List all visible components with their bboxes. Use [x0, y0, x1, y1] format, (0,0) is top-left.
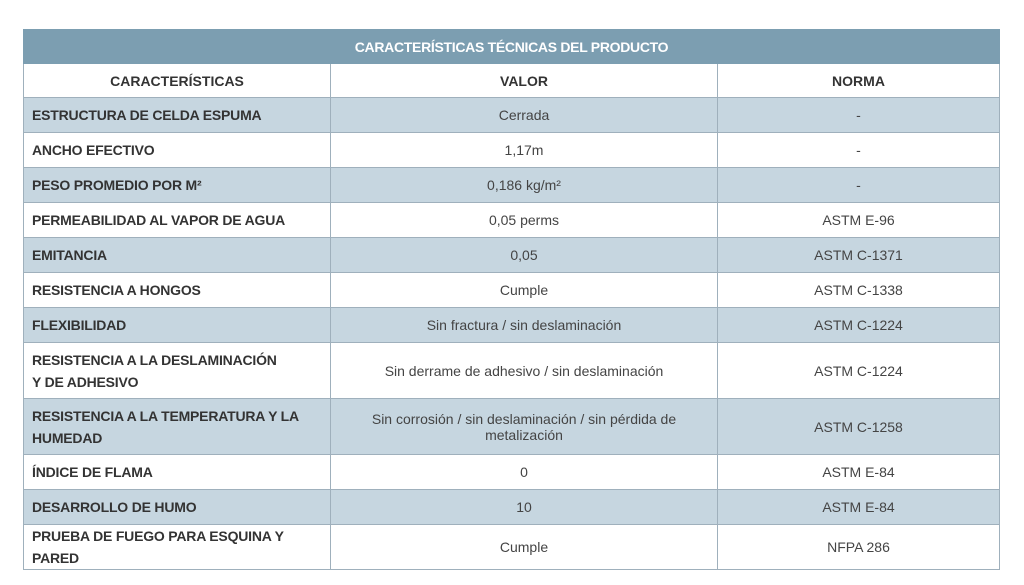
- row-value: 0,186 kg/m²: [331, 168, 718, 203]
- row-norm: -: [718, 133, 1000, 168]
- table-row: [24, 273, 1000, 308]
- row-label: PERMEABILIDAD AL VAPOR DE AGUA: [24, 203, 331, 238]
- row-value: 0: [331, 455, 718, 490]
- row-label: EMITANCIA: [24, 238, 331, 273]
- row-label: PESO PROMEDIO POR M²: [24, 168, 331, 203]
- table-row: [24, 133, 1000, 168]
- table-row: [24, 343, 1000, 399]
- row-label: [24, 343, 331, 399]
- row-value: Sin derrame de adhesivo / sin deslaminación: [331, 343, 718, 399]
- table-row: [24, 308, 1000, 343]
- row-label-line-1: RESISTENCIA A LA DESLAMINACIÓN: [32, 351, 277, 368]
- row-label-line-2: Y DE ADHESIVO: [32, 373, 139, 390]
- row-norm: -: [718, 98, 1000, 133]
- row-norm: ASTM C-1224: [718, 308, 1000, 343]
- row-value: Cerrada: [331, 98, 718, 133]
- table-row: [24, 525, 1000, 570]
- table-title-row: [24, 30, 1000, 64]
- column-header-characteristic: CARACTERÍSTICAS: [24, 64, 331, 98]
- table-header-row: [24, 64, 1000, 98]
- row-norm: ASTM E-84: [718, 455, 1000, 490]
- row-norm: -: [718, 168, 1000, 203]
- row-value: Sin fractura / sin deslaminación: [331, 308, 718, 343]
- row-norm: NFPA 286: [718, 525, 1000, 570]
- row-value: 0,05: [331, 238, 718, 273]
- row-norm: ASTM C-1338: [718, 273, 1000, 308]
- row-label: PRUEBA DE FUEGO PARA ESQUINA Y PARED: [24, 525, 331, 570]
- row-norm: ASTM C-1371: [718, 238, 1000, 273]
- row-value: Cumple: [331, 525, 718, 570]
- row-label: FLEXIBILIDAD: [24, 308, 331, 343]
- row-label: RESISTENCIA A HONGOS: [24, 273, 331, 308]
- row-label: ESTRUCTURA DE CELDA ESPUMA: [24, 98, 331, 133]
- row-value: 0,05 perms: [331, 203, 718, 238]
- row-value: 10: [331, 490, 718, 525]
- row-value: Cumple: [331, 273, 718, 308]
- table-row: [24, 455, 1000, 490]
- row-label: [24, 399, 331, 455]
- row-norm: ASTM C-1224: [718, 343, 1000, 399]
- table-row: [24, 490, 1000, 525]
- row-norm: ASTM C-1258: [718, 399, 1000, 455]
- row-norm: ASTM E-84: [718, 490, 1000, 525]
- row-label: ANCHO EFECTIVO: [24, 133, 331, 168]
- row-label-line-2: HUMEDAD: [32, 429, 103, 446]
- table-row: [24, 399, 1000, 455]
- product-specs-table: [23, 29, 1000, 570]
- table-row: [24, 203, 1000, 238]
- table-row: [24, 238, 1000, 273]
- row-label-line-1: RESISTENCIA A LA TEMPERATURA Y LA: [32, 407, 299, 424]
- table-title: CARACTERÍSTICAS TÉCNICAS DEL PRODUCTO: [24, 30, 1000, 64]
- row-norm: ASTM E-96: [718, 203, 1000, 238]
- column-header-value: VALOR: [331, 64, 718, 98]
- column-header-norm: NORMA: [718, 64, 1000, 98]
- row-label: DESARROLLO DE HUMO: [24, 490, 331, 525]
- row-label: ÍNDICE DE FLAMA: [24, 455, 331, 490]
- product-specs-table-container: [23, 29, 999, 570]
- table-row: [24, 168, 1000, 203]
- table-row: [24, 98, 1000, 133]
- row-value: Sin corrosión / sin deslaminación / sin pérdida de metalización: [331, 399, 718, 455]
- row-value: 1,17m: [331, 133, 718, 168]
